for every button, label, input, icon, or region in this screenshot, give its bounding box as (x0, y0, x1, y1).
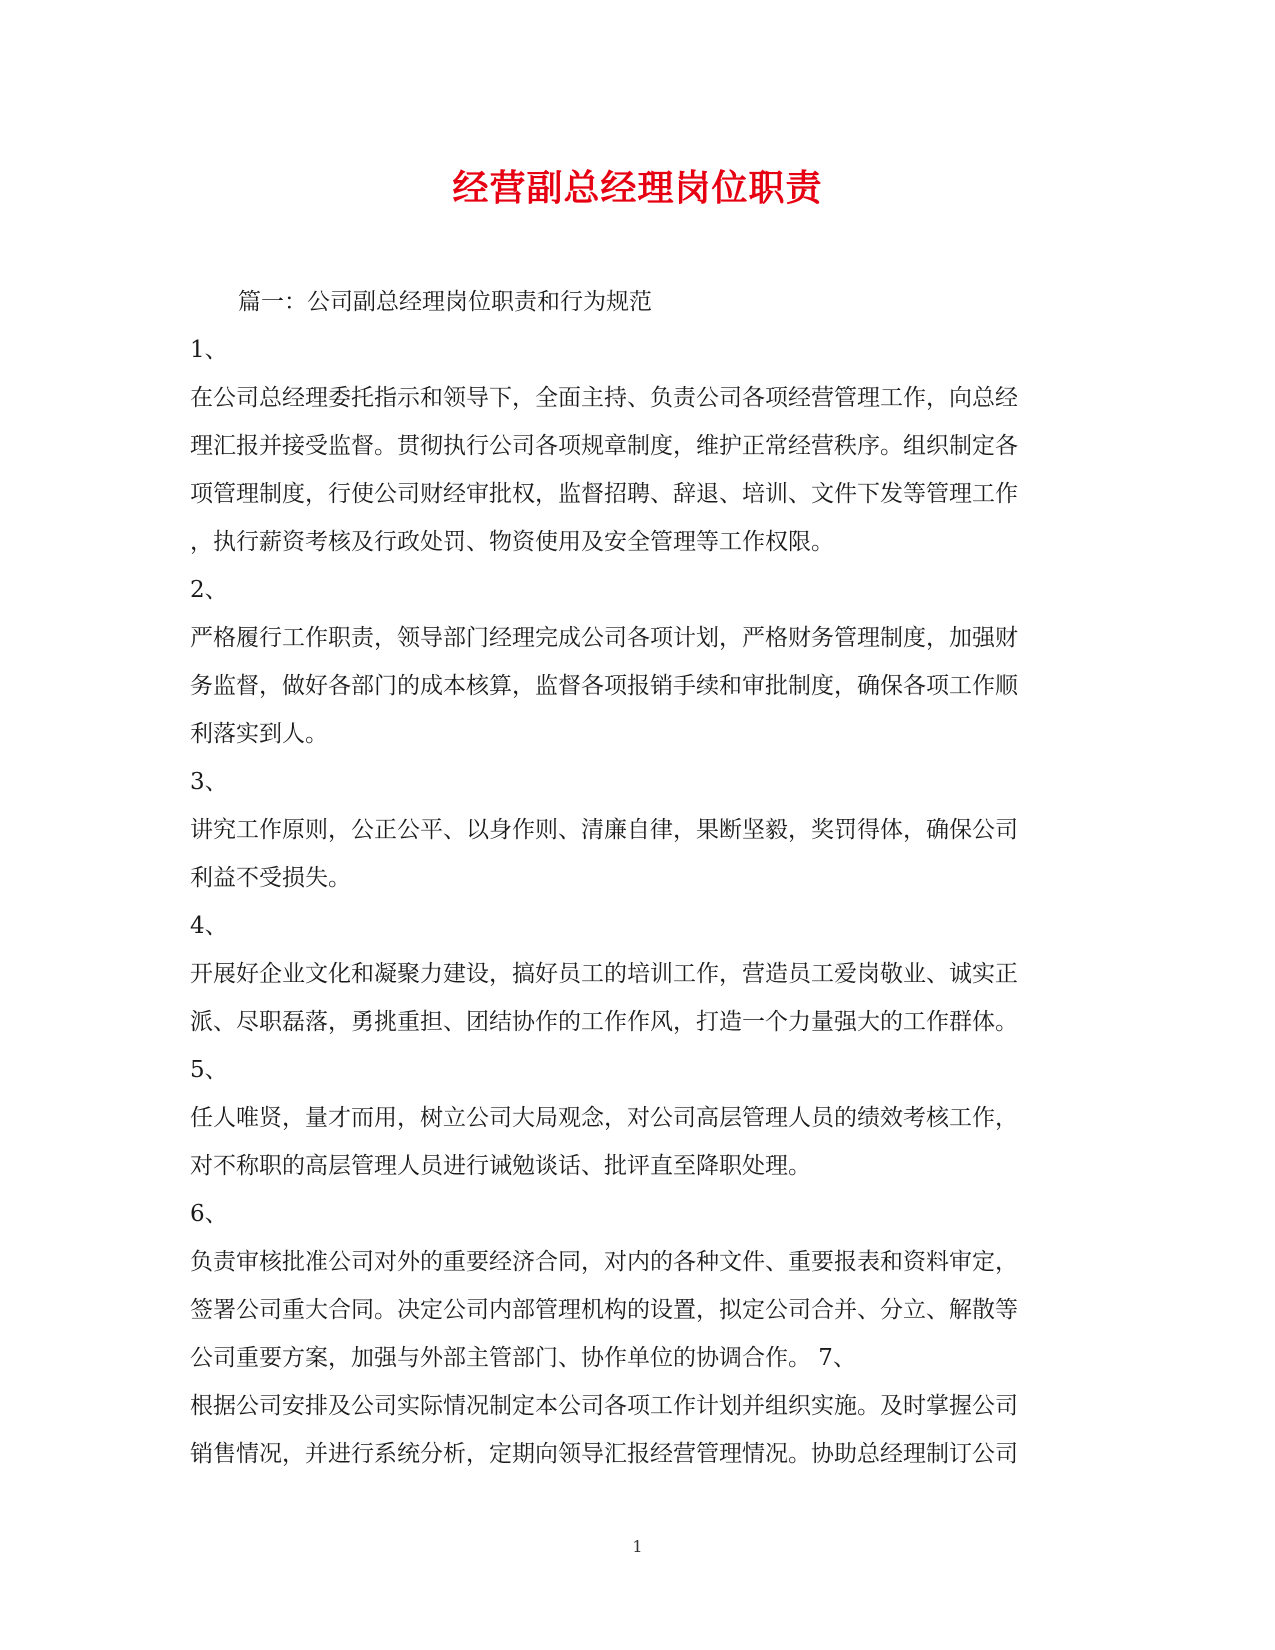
body-line: 1、 (190, 337, 228, 363)
body-line: 5、 (190, 1057, 228, 1083)
page-number: 1 (632, 1537, 643, 1556)
body-line: ，执行薪资考核及行政处罚、物资使用及安全管理等工作权限。 (190, 529, 834, 555)
body-line: 2、 (190, 577, 228, 603)
body-line: 讲究工作原则，公正公平、以身作则、清廉自律，果断坚毅，奖罚得体，确保公司 (190, 817, 1018, 843)
body-line: 项管理制度，行使公司财经审批权，监督招聘、辞退、培训、文件下发等管理工作 (190, 481, 1018, 507)
body-line: 严格履行工作职责，领导部门经理完成公司各项计划，严格财务管理制度，加强财 (190, 625, 1018, 651)
body-line: 理汇报并接受监督。贯彻执行公司各项规章制度，维护正常经营秩序。组织制定各 (190, 433, 1018, 459)
document-body (190, 278, 1090, 1478)
section-title: 篇一：公司副总经理岗位职责和行为规范 (238, 289, 652, 315)
body-line: 任人唯贤，量才而用，树立公司大局观念，对公司高层管理人员的绩效考核工作， (190, 1105, 1018, 1131)
body-line: 利落实到人。 (190, 721, 328, 747)
body-line: 负责审核批准公司对外的重要经济合同，对内的各种文件、重要报表和资料审定， (190, 1249, 1018, 1275)
body-line: 3、 (190, 769, 228, 795)
body-line: 销售情况，并进行系统分析，定期向领导汇报经营管理情况。协助总经理制订公司 (190, 1441, 1018, 1467)
document-title: 经营副总经理岗位职责 (452, 167, 823, 209)
body-line: 开展好企业文化和凝聚力建设，搞好员工的培训工作，营造员工爱岗敬业、诚实正 (190, 961, 1018, 987)
body-line: 务监督，做好各部门的成本核算，监督各项报销手续和审批制度，确保各项工作顺 (190, 673, 1018, 699)
body-line: 根据公司安排及公司实际情况制定本公司各项工作计划并组织实施。及时掌握公司 (190, 1393, 1018, 1419)
body-line: 对不称职的高层管理人员进行诫勉谈话、批评直至降职处理。 (190, 1153, 811, 1179)
body-line: 签署公司重大合同。决定公司内部管理机构的设置，拟定公司合并、分立、解散等 (190, 1297, 1018, 1323)
body-line: 公司重要方案，加强与外部主管部门、协作单位的协调合作。 7、 (190, 1345, 856, 1371)
body-line: 利益不受损失。 (190, 865, 351, 891)
body-line: 在公司总经理委托指示和领导下，全面主持、负责公司各项经营管理工作，向总经 (190, 385, 1018, 411)
body-line: 6、 (190, 1201, 228, 1227)
body-line: 派、尽职磊落，勇挑重担、团结协作的工作作风，打造一个力量强大的工作群体。 (190, 1009, 1018, 1035)
body-line: 4、 (190, 913, 228, 939)
